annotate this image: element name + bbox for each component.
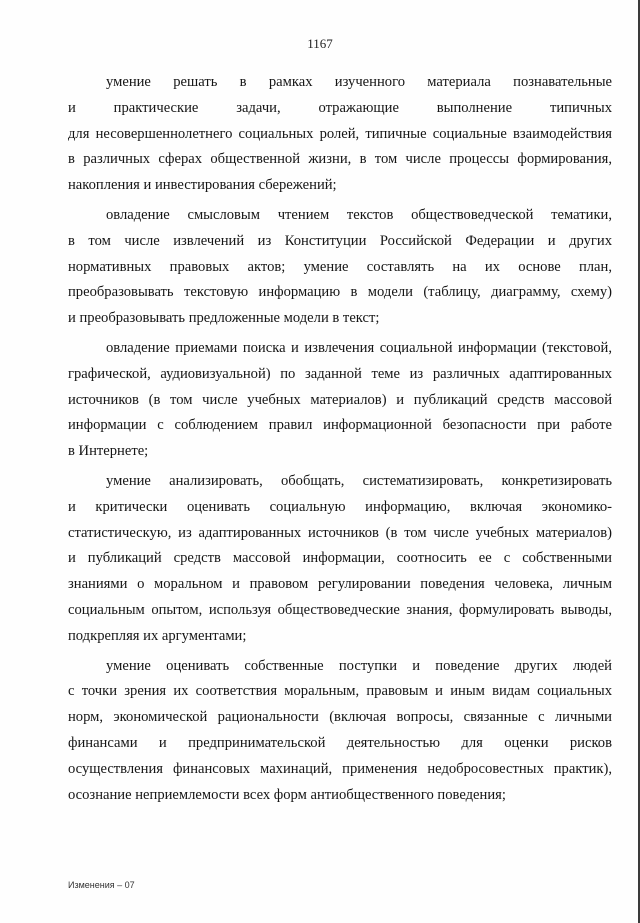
text-line: нормативных правовых актов; умение составлять на их основе план, bbox=[68, 258, 612, 275]
paragraph bbox=[68, 654, 612, 809]
text-line: и критически оценивать социальную информацию, включая экономико- bbox=[68, 498, 612, 515]
text-line: подкрепляя их аргументами; bbox=[68, 627, 247, 644]
text-line: осознание неприемлемости всех форм антиобщественного поведения; bbox=[68, 786, 506, 803]
text-line: овладение приемами поиска и извлечения социальной информации (текстовой, bbox=[106, 339, 612, 356]
text-line: умение решать в рамках изученного материала познавательные bbox=[106, 74, 612, 90]
text-line: статистическую, из адаптированных источников (в том числе учебных материалов) bbox=[68, 524, 612, 541]
paragraph bbox=[68, 469, 612, 650]
text-line: в том числе извлечений из Конституции Российской Федерации и других bbox=[68, 232, 612, 249]
text-line: умение анализировать, обобщать, систематизировать, конкретизировать bbox=[106, 472, 612, 489]
text-line: овладение смысловым чтением текстов обществоведческой тематики, bbox=[106, 206, 612, 223]
text-line: и преобразовывать предложенные модели в текст; bbox=[68, 310, 380, 327]
revision-footer: Изменения – 07 bbox=[68, 880, 135, 890]
paragraph bbox=[68, 203, 612, 332]
text-line: графической, аудиовизуальной) по заданной теме из различных адаптированных bbox=[68, 365, 612, 382]
text-line: осуществления финансовых махинаций, применения недобросовестных практик), bbox=[68, 760, 612, 777]
text-line: источников (в том числе учебных материалов) и публикаций средств массовой bbox=[68, 391, 612, 408]
text-line: для несовершеннолетнего социальных ролей, типичные социальные взаимодействия bbox=[68, 125, 612, 142]
text-line: в Интернете; bbox=[68, 443, 149, 460]
document-body bbox=[68, 70, 612, 812]
text-line: умение оценивать собственные поступки и поведение других людей bbox=[106, 657, 612, 674]
text-line: информации с соблюдением правил информационной безопасности при работе bbox=[68, 417, 612, 434]
text-line: норм, экономической рациональности (включая вопросы, связанные с личными bbox=[68, 709, 612, 726]
paragraph bbox=[68, 336, 612, 465]
text-line: преобразовывать текстовую информацию в модели (таблицу, диаграмму, схему) bbox=[68, 284, 612, 301]
text-line: и публикаций средств массовой информации, соотносить ее с собственными bbox=[68, 550, 612, 567]
text-line: социальным опытом, используя обществоведческие знания, формулировать выводы, bbox=[68, 601, 612, 618]
text-line: в различных сферах общественной жизни, в том числе процессы формирования, bbox=[68, 151, 612, 168]
text-line: и практические задачи, отражающие выполнение типичных bbox=[68, 99, 612, 116]
page-number: 1167 bbox=[307, 36, 333, 51]
text-line: накопления и инвестирования сбережений; bbox=[68, 177, 337, 194]
text-line: знаниями о моральном и правовом регулировании поведения человека, личным bbox=[68, 576, 612, 593]
paragraph bbox=[68, 70, 612, 199]
text-line: с точки зрения их соответствия моральным, правовым и иным видам социальных bbox=[68, 683, 612, 700]
text-line: финансами и предпринимательской деятельностью для оценки рисков bbox=[68, 734, 612, 751]
